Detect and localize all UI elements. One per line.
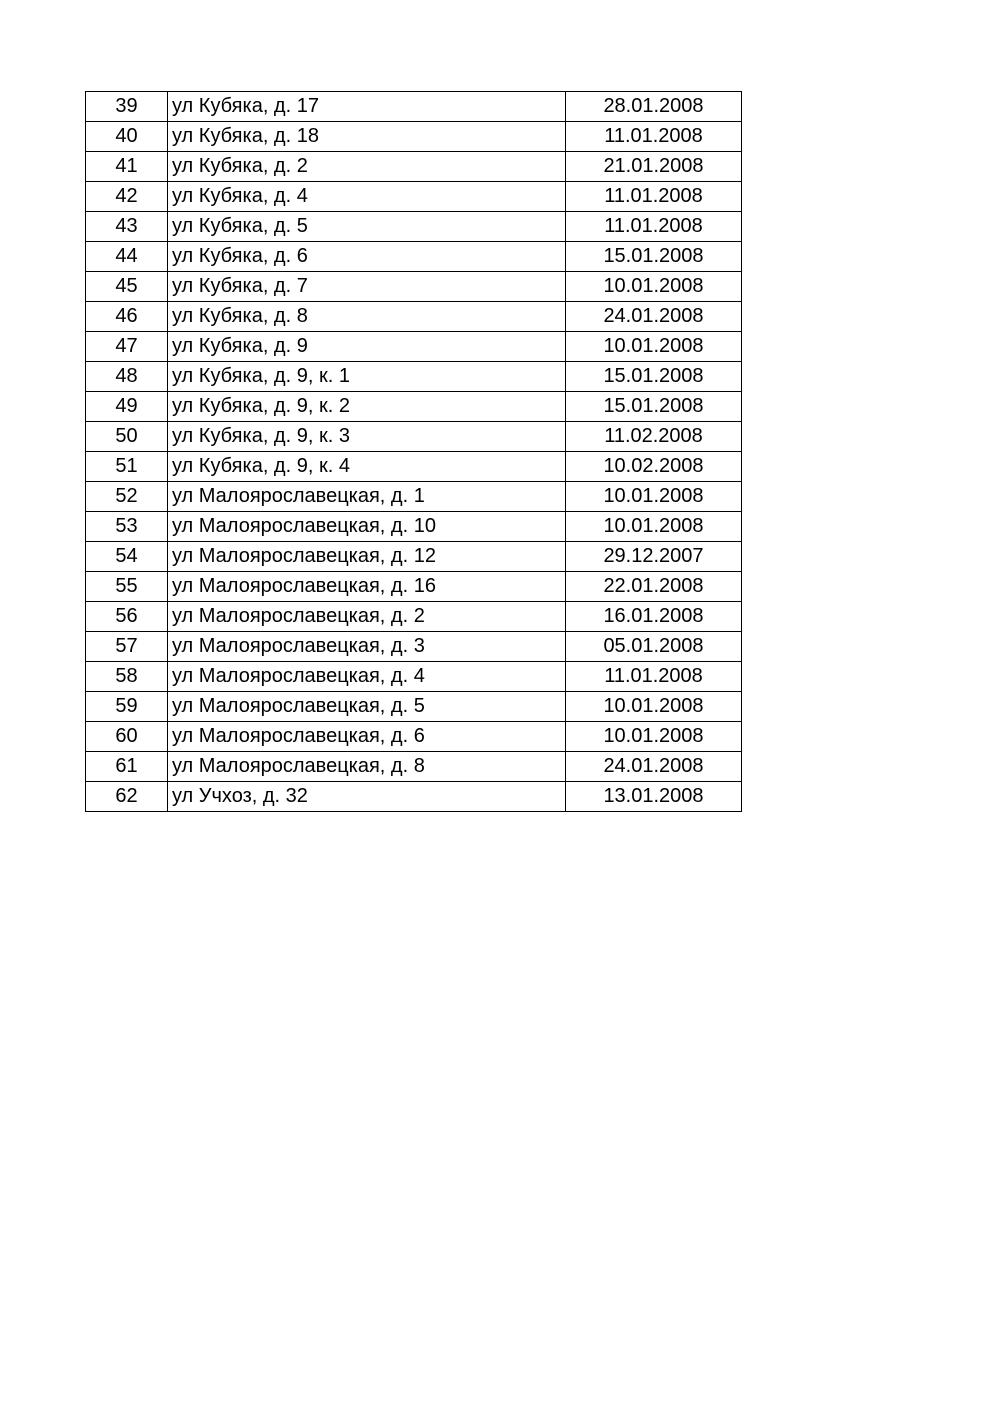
row-number-cell: 56 — [86, 602, 168, 632]
date-cell: 24.01.2008 — [566, 302, 742, 332]
address-date-table — [85, 91, 742, 812]
table-row — [86, 332, 742, 362]
date-cell: 10.01.2008 — [566, 722, 742, 752]
address-cell: ул Малоярославецкая, д. 6 — [168, 722, 566, 752]
address-cell: ул Малоярославецкая, д. 3 — [168, 632, 566, 662]
row-number-cell: 57 — [86, 632, 168, 662]
table-row — [86, 362, 742, 392]
address-cell: ул Малоярославецкая, д. 4 — [168, 662, 566, 692]
address-cell: ул Малоярославецкая, д. 16 — [168, 572, 566, 602]
address-cell: ул Кубяка, д. 17 — [168, 92, 566, 122]
row-number-cell: 40 — [86, 122, 168, 152]
date-cell: 10.01.2008 — [566, 512, 742, 542]
row-number-cell: 41 — [86, 152, 168, 182]
table-row — [86, 752, 742, 782]
address-cell: ул Кубяка, д. 5 — [168, 212, 566, 242]
table-row — [86, 152, 742, 182]
table-row — [86, 722, 742, 752]
table-row — [86, 602, 742, 632]
table-row — [86, 422, 742, 452]
date-cell: 10.01.2008 — [566, 332, 742, 362]
date-cell: 21.01.2008 — [566, 152, 742, 182]
row-number-cell: 58 — [86, 662, 168, 692]
date-cell: 16.01.2008 — [566, 602, 742, 632]
address-cell: ул Малоярославецкая, д. 8 — [168, 752, 566, 782]
address-cell: ул Кубяка, д. 8 — [168, 302, 566, 332]
row-number-cell: 54 — [86, 542, 168, 572]
table-row — [86, 272, 742, 302]
address-cell: ул Кубяка, д. 4 — [168, 182, 566, 212]
date-cell: 24.01.2008 — [566, 752, 742, 782]
address-cell: ул Кубяка, д. 9, к. 1 — [168, 362, 566, 392]
row-number-cell: 60 — [86, 722, 168, 752]
table-row — [86, 182, 742, 212]
table-body — [86, 92, 742, 812]
date-cell: 10.01.2008 — [566, 272, 742, 302]
table-row — [86, 242, 742, 272]
row-number-cell: 44 — [86, 242, 168, 272]
date-cell: 13.01.2008 — [566, 782, 742, 812]
table-row — [86, 512, 742, 542]
row-number-cell: 50 — [86, 422, 168, 452]
row-number-cell: 43 — [86, 212, 168, 242]
date-cell: 29.12.2007 — [566, 542, 742, 572]
row-number-cell: 55 — [86, 572, 168, 602]
address-cell: ул Малоярославецкая, д. 12 — [168, 542, 566, 572]
date-cell: 11.01.2008 — [566, 662, 742, 692]
address-cell: ул Малоярославецкая, д. 1 — [168, 482, 566, 512]
row-number-cell: 49 — [86, 392, 168, 422]
date-cell: 10.01.2008 — [566, 692, 742, 722]
table-row — [86, 122, 742, 152]
table-row — [86, 542, 742, 572]
row-number-cell: 51 — [86, 452, 168, 482]
date-cell: 22.01.2008 — [566, 572, 742, 602]
date-cell: 11.02.2008 — [566, 422, 742, 452]
date-cell: 10.02.2008 — [566, 452, 742, 482]
date-cell: 15.01.2008 — [566, 392, 742, 422]
row-number-cell: 52 — [86, 482, 168, 512]
row-number-cell: 61 — [86, 752, 168, 782]
address-cell: ул Малоярославецкая, д. 2 — [168, 602, 566, 632]
address-cell: ул Кубяка, д. 9 — [168, 332, 566, 362]
date-cell: 15.01.2008 — [566, 362, 742, 392]
row-number-cell: 46 — [86, 302, 168, 332]
address-cell: ул Малоярославецкая, д. 10 — [168, 512, 566, 542]
address-cell: ул Кубяка, д. 2 — [168, 152, 566, 182]
table-row — [86, 692, 742, 722]
table-row — [86, 392, 742, 422]
row-number-cell: 39 — [86, 92, 168, 122]
table-row — [86, 782, 742, 812]
row-number-cell: 45 — [86, 272, 168, 302]
table-row — [86, 572, 742, 602]
address-cell: ул Кубяка, д. 6 — [168, 242, 566, 272]
address-cell: ул Кубяка, д. 9, к. 4 — [168, 452, 566, 482]
address-cell: ул Кубяка, д. 7 — [168, 272, 566, 302]
row-number-cell: 53 — [86, 512, 168, 542]
date-cell: 15.01.2008 — [566, 242, 742, 272]
date-cell: 28.01.2008 — [566, 92, 742, 122]
table-row — [86, 452, 742, 482]
date-cell: 11.01.2008 — [566, 212, 742, 242]
date-cell: 10.01.2008 — [566, 482, 742, 512]
date-cell: 11.01.2008 — [566, 182, 742, 212]
date-cell: 11.01.2008 — [566, 122, 742, 152]
table-row — [86, 662, 742, 692]
date-cell: 05.01.2008 — [566, 632, 742, 662]
address-cell: ул Кубяка, д. 9, к. 2 — [168, 392, 566, 422]
row-number-cell: 59 — [86, 692, 168, 722]
row-number-cell: 48 — [86, 362, 168, 392]
address-cell: ул Учхоз, д. 32 — [168, 782, 566, 812]
table-row — [86, 482, 742, 512]
row-number-cell: 62 — [86, 782, 168, 812]
table-row — [86, 212, 742, 242]
table-row — [86, 92, 742, 122]
address-cell: ул Кубяка, д. 9, к. 3 — [168, 422, 566, 452]
row-number-cell: 42 — [86, 182, 168, 212]
address-cell: ул Кубяка, д. 18 — [168, 122, 566, 152]
row-number-cell: 47 — [86, 332, 168, 362]
table-row — [86, 302, 742, 332]
table-row — [86, 632, 742, 662]
address-cell: ул Малоярославецкая, д. 5 — [168, 692, 566, 722]
